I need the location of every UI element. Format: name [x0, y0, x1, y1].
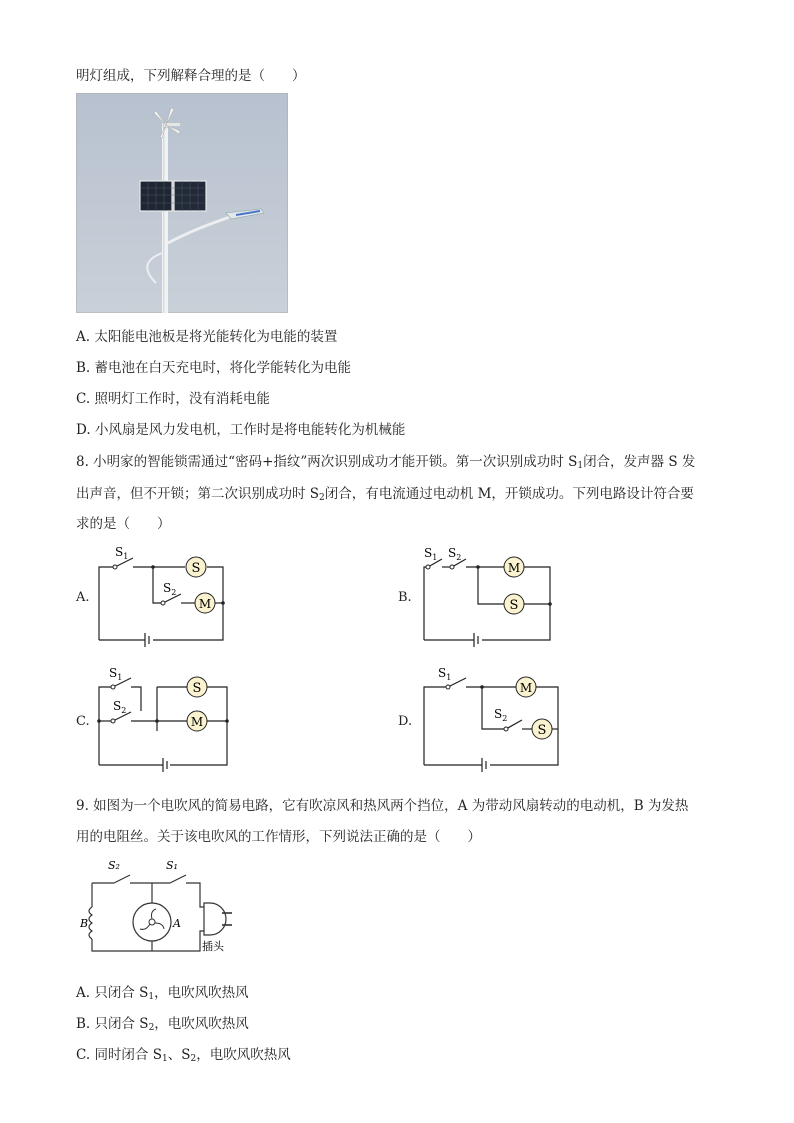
q8-option-d-label[interactable]: D. [398, 714, 413, 729]
q7-stem-tail: 明灯组成，下列解释合理的是（ ） [76, 68, 306, 84]
svg-text:S1: $S_1$ [115, 545, 129, 561]
circuit-diagram-b [420, 540, 560, 650]
q7-option-d[interactable]: D. 小风扇是风力发电机，工作时是将电能转化为机械能 [76, 422, 406, 438]
q8-option-b-label[interactable]: B. [398, 590, 412, 605]
q9-option-c[interactable]: C. 同时闭合 $S_1$、$S_2$，电吹风吹热风 [76, 1047, 291, 1064]
circuit-diagram-c [95, 665, 235, 780]
q7-option-b[interactable]: B. 蓄电池在白天充电时，将化学能转化为电能 [76, 360, 352, 376]
svg-text:S1: $S_1$ [424, 546, 438, 562]
svg-text:S: S [509, 598, 519, 613]
q7-option-c[interactable]: C. 照明灯工作时，没有消耗电能 [76, 391, 270, 407]
q9-option-b[interactable]: B. 只闭合 $S_2$，电吹风吹热风 [76, 1016, 249, 1033]
q8-option-a-label[interactable]: A. [76, 590, 90, 605]
svg-text:S₂: S₂ [108, 859, 120, 872]
q8-stem-line-1: 8. 小明家的智能锁需通过“密码+指纹”两次识别成功才能开锁。第一次识别成功时 $S_1$闭合，发声器 S 发 [76, 454, 696, 471]
svg-text:S: S [191, 561, 201, 576]
svg-text:M: M [190, 715, 204, 729]
svg-text:S2: $S_2$ [448, 546, 462, 562]
svg-text:M: M [519, 681, 533, 695]
svg-text:S: S [537, 723, 547, 738]
svg-text:A: A [173, 917, 181, 930]
q9-option-a[interactable]: A. 只闭合 $S_1$，电吹风吹热风 [76, 985, 249, 1002]
svg-text:S: S [192, 681, 202, 696]
svg-text:M: M [507, 561, 521, 575]
svg-text:M: M [198, 597, 212, 611]
svg-text:B: B [80, 917, 89, 930]
plug-icon [204, 903, 232, 935]
q8-stem-line-3: 求的是（ ） [76, 516, 171, 532]
street-light-photo [76, 93, 288, 313]
svg-text:S1: $S_1$ [438, 666, 452, 682]
circuit-diagram-a [95, 540, 235, 650]
svg-text:插头: 插头 [202, 940, 224, 953]
svg-text:S2: $S_2$ [163, 581, 177, 597]
circuit-diagram-d [420, 665, 570, 780]
svg-text:S2: $S_2$ [494, 707, 508, 723]
svg-text:S₁: S₁ [166, 859, 178, 872]
q8-stem-line-2: 出声音，但不开锁；第二次识别成功时 $S_2$闭合，有电流通过电动机 M，开锁成功。下列电路设计符合要 [76, 486, 694, 503]
q7-option-a[interactable]: A. 太阳能电池板是将光能转化为电能的装置 [76, 329, 338, 345]
q9-stem-line-2: 用的电阻丝。关于该电吹风的工作情形，下列说法正确的是（ ） [76, 829, 481, 845]
q8-option-c-label[interactable]: C. [76, 714, 90, 729]
hair-dryer-circuit [80, 855, 240, 965]
svg-text:S1: $S_1$ [109, 666, 123, 682]
q9-stem-line-1: 9. 如图为一个电吹风的简易电路，它有吹凉风和热风两个挡位，A 为带动风扇转动的电动机，B 为发热 [76, 798, 689, 814]
svg-text:S2: $S_2$ [113, 699, 127, 715]
